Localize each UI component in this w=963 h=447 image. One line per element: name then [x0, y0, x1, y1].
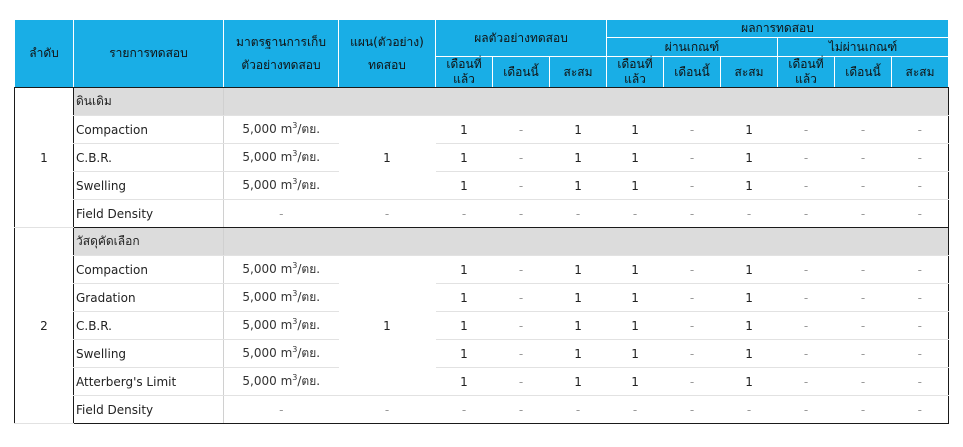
- result-cell: 1: [607, 144, 664, 172]
- header-test-results: ผลการทดสอบ: [607, 20, 949, 38]
- std-unit: /ตย.: [297, 122, 321, 136]
- section-blank: [892, 228, 949, 256]
- std-sup: 3: [292, 317, 298, 326]
- plan-value: -: [339, 200, 436, 228]
- result-cell: -: [778, 284, 835, 312]
- result-cell: -: [892, 284, 949, 312]
- section-blank: [550, 88, 607, 116]
- test-item: Gradation: [74, 284, 224, 312]
- sampling-standard: [224, 284, 339, 312]
- section-blank: [224, 228, 339, 256]
- section-row: [15, 88, 949, 116]
- sampling-standard: -: [224, 200, 339, 228]
- result-cell: -: [493, 144, 550, 172]
- test-item: Field Density: [74, 396, 224, 424]
- result-cell: 1: [550, 144, 607, 172]
- result-cell: -: [835, 396, 892, 424]
- result-cell: -: [778, 116, 835, 144]
- result-cell: -: [664, 144, 721, 172]
- result-cell: -: [664, 396, 721, 424]
- result-cell: 1: [436, 368, 493, 396]
- section-blank: [493, 88, 550, 116]
- section-row: [15, 228, 949, 256]
- header-plan-line1: แผน(ตัวอย่าง): [350, 34, 424, 49]
- header-fail-last-month: เดือนที่แล้ว: [778, 57, 835, 88]
- result-cell: -: [892, 312, 949, 340]
- std-sup: 3: [292, 177, 298, 186]
- section-blank: [436, 88, 493, 116]
- section-blank: [607, 88, 664, 116]
- result-cell: 1: [721, 340, 778, 368]
- section-blank: [778, 88, 835, 116]
- result-cell: -: [835, 172, 892, 200]
- section-blank: [339, 88, 436, 116]
- result-cell: -: [493, 256, 550, 284]
- section-blank: [224, 88, 339, 116]
- result-cell: 1: [436, 172, 493, 200]
- std-sup: 3: [292, 345, 298, 354]
- sampling-standard: -: [224, 396, 339, 424]
- result-cell: -: [892, 256, 949, 284]
- result-cell: -: [664, 172, 721, 200]
- result-cell: -: [778, 200, 835, 228]
- test-results-table: [14, 19, 949, 424]
- result-cell: 1: [607, 312, 664, 340]
- std-unit: /ตย.: [297, 290, 321, 304]
- test-item: Compaction: [74, 116, 224, 144]
- table-row: [15, 116, 949, 144]
- result-cell: -: [664, 284, 721, 312]
- result-cell: -: [436, 200, 493, 228]
- std-value: 5,000 m: [242, 290, 293, 304]
- result-cell: 1: [607, 284, 664, 312]
- result-cell: 1: [607, 368, 664, 396]
- test-item: Field Density: [74, 200, 224, 228]
- table-row: [15, 144, 949, 172]
- header-fail-cumulative: สะสม: [892, 57, 949, 88]
- result-cell: -: [778, 144, 835, 172]
- result-cell: 1: [607, 172, 664, 200]
- header-pass-last-month: เดือนที่แล้ว: [607, 57, 664, 88]
- result-cell: -: [664, 312, 721, 340]
- result-cell: -: [835, 256, 892, 284]
- result-cell: -: [493, 396, 550, 424]
- result-cell: 1: [550, 368, 607, 396]
- result-cell: 1: [721, 144, 778, 172]
- result-cell: 1: [721, 368, 778, 396]
- result-cell: -: [835, 116, 892, 144]
- std-unit: /ตย.: [297, 178, 321, 192]
- std-unit: /ตย.: [297, 346, 321, 360]
- std-unit: /ตย.: [297, 150, 321, 164]
- std-sup: 3: [292, 373, 298, 382]
- section-blank: [835, 228, 892, 256]
- test-results-table-wrapper: [14, 19, 947, 424]
- result-cell: -: [892, 368, 949, 396]
- test-item: C.B.R.: [74, 312, 224, 340]
- header-standard: [224, 20, 339, 88]
- std-sup: 3: [292, 289, 298, 298]
- test-item: C.B.R.: [74, 144, 224, 172]
- result-cell: -: [664, 340, 721, 368]
- result-cell: -: [493, 172, 550, 200]
- result-cell: 1: [436, 312, 493, 340]
- std-sup: 3: [292, 121, 298, 130]
- section-blank: [664, 228, 721, 256]
- table-body: [15, 88, 949, 424]
- header-fail: ไม่ผ่านเกณฑ์: [778, 38, 949, 57]
- result-cell: -: [778, 256, 835, 284]
- result-cell: 1: [607, 256, 664, 284]
- result-cell: 1: [607, 116, 664, 144]
- result-cell: 1: [550, 312, 607, 340]
- result-cell: -: [835, 368, 892, 396]
- table-row: [15, 340, 949, 368]
- result-cell: -: [550, 200, 607, 228]
- header-fail-this-month: เดือนนี้: [835, 57, 892, 88]
- section-blank: [778, 228, 835, 256]
- result-cell: -: [664, 256, 721, 284]
- result-cell: -: [835, 340, 892, 368]
- table-row: [15, 368, 949, 396]
- result-cell: -: [493, 312, 550, 340]
- result-cell: -: [835, 144, 892, 172]
- std-value: 5,000 m: [242, 178, 293, 192]
- std-sup: 3: [292, 261, 298, 270]
- result-cell: 1: [721, 284, 778, 312]
- result-cell: 1: [436, 284, 493, 312]
- std-value: 5,000 m: [242, 374, 293, 388]
- table-row: [15, 256, 949, 284]
- result-cell: -: [607, 200, 664, 228]
- result-cell: -: [892, 116, 949, 144]
- header-pass-this-month: เดือนนี้: [664, 57, 721, 88]
- result-cell: 1: [550, 116, 607, 144]
- result-cell: -: [436, 396, 493, 424]
- result-cell: -: [493, 340, 550, 368]
- row-number: 1: [15, 88, 74, 228]
- result-cell: -: [550, 396, 607, 424]
- header-sample-results: ผลตัวอย่างทดสอบ: [436, 20, 607, 57]
- result-cell: -: [835, 312, 892, 340]
- result-cell: -: [835, 284, 892, 312]
- result-cell: 1: [607, 340, 664, 368]
- section-blank: [493, 228, 550, 256]
- section-label: ดินเดิม: [74, 88, 224, 116]
- test-item: Swelling: [74, 172, 224, 200]
- test-item: Swelling: [74, 340, 224, 368]
- result-cell: -: [664, 200, 721, 228]
- result-cell: 1: [436, 256, 493, 284]
- result-cell: -: [493, 368, 550, 396]
- table-row: [15, 284, 949, 312]
- test-item: Compaction: [74, 256, 224, 284]
- result-cell: 1: [550, 284, 607, 312]
- result-cell: -: [493, 116, 550, 144]
- plan-value: -: [339, 396, 436, 424]
- result-cell: -: [493, 200, 550, 228]
- table-row: [15, 200, 949, 228]
- plan-value: 1: [339, 256, 436, 396]
- section-blank: [436, 228, 493, 256]
- result-cell: -: [892, 144, 949, 172]
- result-cell: -: [493, 284, 550, 312]
- header-plan-line2: ทดสอบ: [368, 57, 406, 72]
- result-cell: -: [778, 340, 835, 368]
- section-blank: [550, 228, 607, 256]
- header-standard-line1: มาตรฐานการเก็บ: [236, 34, 326, 49]
- header-sample-cumulative: สะสม: [550, 57, 607, 88]
- std-sup: 3: [292, 149, 298, 158]
- std-value: 5,000 m: [242, 122, 293, 136]
- result-cell: 1: [721, 116, 778, 144]
- header-sample-this-month: เดือนนี้: [493, 57, 550, 88]
- result-cell: -: [778, 368, 835, 396]
- section-blank: [892, 88, 949, 116]
- result-cell: -: [664, 116, 721, 144]
- result-cell: -: [892, 396, 949, 424]
- sampling-standard: [224, 172, 339, 200]
- result-cell: -: [664, 368, 721, 396]
- section-blank: [835, 88, 892, 116]
- result-cell: -: [778, 172, 835, 200]
- section-blank: [339, 228, 436, 256]
- sampling-standard: [224, 116, 339, 144]
- result-cell: 1: [721, 172, 778, 200]
- header-plan: [339, 20, 436, 88]
- result-cell: 1: [436, 116, 493, 144]
- std-value: 5,000 m: [242, 346, 293, 360]
- result-cell: -: [892, 172, 949, 200]
- sampling-standard: [224, 144, 339, 172]
- result-cell: 1: [550, 340, 607, 368]
- std-unit: /ตย.: [297, 374, 321, 388]
- result-cell: -: [721, 200, 778, 228]
- result-cell: -: [607, 396, 664, 424]
- table-row: [15, 396, 949, 424]
- header-item: รายการทดสอบ: [74, 20, 224, 88]
- result-cell: -: [892, 200, 949, 228]
- sampling-standard: [224, 312, 339, 340]
- header-pass: ผ่านเกณฑ์: [607, 38, 778, 57]
- header-sample-last-month: เดือนที่แล้ว: [436, 57, 493, 88]
- std-value: 5,000 m: [242, 262, 293, 276]
- result-cell: -: [721, 396, 778, 424]
- result-cell: -: [892, 340, 949, 368]
- section-label: วัสดุคัดเลือก: [74, 228, 224, 256]
- result-cell: 1: [436, 144, 493, 172]
- result-cell: 1: [436, 340, 493, 368]
- header-standard-line2: ตัวอย่างทดสอบ: [241, 57, 321, 72]
- sampling-standard: [224, 368, 339, 396]
- test-item: Atterberg's Limit: [74, 368, 224, 396]
- table-row: [15, 172, 949, 200]
- result-cell: -: [778, 312, 835, 340]
- table-header: [15, 20, 949, 88]
- sampling-standard: [224, 340, 339, 368]
- sampling-standard: [224, 256, 339, 284]
- header-pass-cumulative: สะสม: [721, 57, 778, 88]
- result-cell: 1: [550, 256, 607, 284]
- result-cell: 1: [721, 256, 778, 284]
- section-blank: [664, 88, 721, 116]
- plan-value: 1: [339, 116, 436, 200]
- std-value: 5,000 m: [242, 318, 293, 332]
- section-blank: [607, 228, 664, 256]
- row-number: 2: [15, 228, 74, 424]
- result-cell: -: [835, 200, 892, 228]
- table-row: [15, 312, 949, 340]
- std-unit: /ตย.: [297, 318, 321, 332]
- std-value: 5,000 m: [242, 150, 293, 164]
- result-cell: 1: [550, 172, 607, 200]
- section-blank: [721, 88, 778, 116]
- section-blank: [721, 228, 778, 256]
- std-unit: /ตย.: [297, 262, 321, 276]
- header-no: ลำดับ: [15, 20, 74, 88]
- result-cell: -: [778, 396, 835, 424]
- result-cell: 1: [721, 312, 778, 340]
